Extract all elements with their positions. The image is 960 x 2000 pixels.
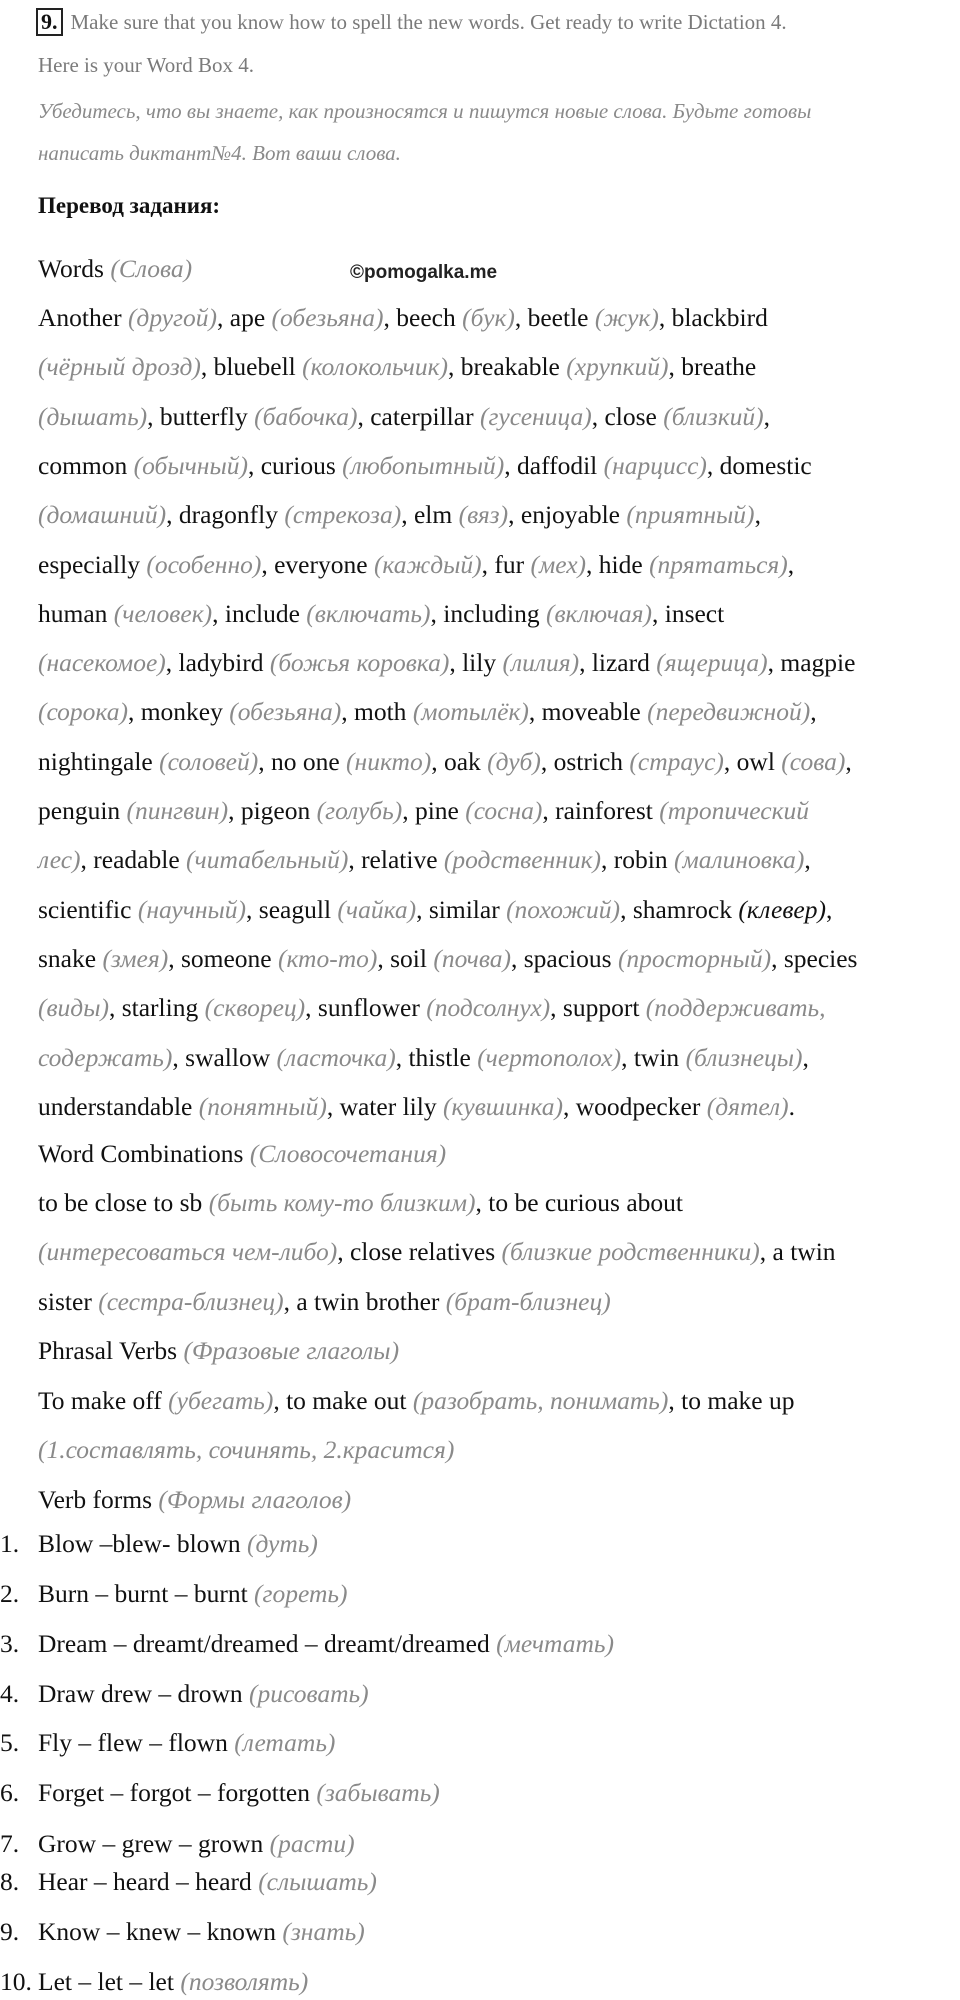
english-text: , <box>763 401 771 431</box>
words-heading-ru: (Слова) <box>110 254 193 283</box>
translation-text: (каждый) <box>373 549 482 579</box>
english-text: , soil <box>377 943 434 973</box>
english-text: , swallow <box>172 1042 277 1072</box>
word-box-line <box>38 1091 795 1123</box>
translation-text: (человек) <box>113 598 213 628</box>
verb-form-item <box>0 1916 365 1948</box>
verb-forms-text: Blow –blew- blown <box>38 1529 247 1558</box>
translation-text: (сова) <box>781 746 846 776</box>
translation-text: (поддерживать, <box>645 993 826 1023</box>
english-text: , <box>810 697 817 727</box>
english-text: , readable <box>80 845 187 875</box>
verb-translation: (летать) <box>234 1728 336 1757</box>
word-box-line <box>38 943 857 975</box>
combos-heading <box>38 1138 446 1170</box>
translation-text: (сосна) <box>465 796 543 825</box>
phrasal-heading-ru: (Фразовые глаголы) <box>183 1336 400 1365</box>
english-text: , shamrock <box>620 894 739 924</box>
translation-text: (пингвин) <box>126 796 229 825</box>
word-box-line <box>38 696 817 728</box>
english-text: , spacious <box>510 943 618 973</box>
english-text: , owl <box>723 746 782 776</box>
english-text: , enjoyable <box>508 500 627 530</box>
english-text: , rainforest <box>542 796 660 825</box>
english-text: especially <box>38 549 147 579</box>
word-box-line <box>38 844 811 876</box>
word-box-line <box>38 499 761 531</box>
verbs-heading <box>38 1484 351 1516</box>
english-text: , dragonfly <box>166 500 285 530</box>
phrasal-heading-en: Phrasal Verbs <box>38 1336 184 1365</box>
translation-text: (приятный) <box>626 500 755 530</box>
verb-translation: (расти) <box>269 1829 355 1858</box>
list-number: 9. <box>0 1917 20 1946</box>
english-text: , beetle <box>514 303 595 332</box>
task-text-line-2: Here is your Word Box 4. <box>38 53 255 77</box>
english-text: , similar <box>416 894 507 924</box>
task-text-ru-2: написать диктант№4. Вот ваши слова. <box>38 141 401 165</box>
english-text: , water lily <box>326 1091 443 1121</box>
translation-text: (скворец) <box>204 993 306 1023</box>
verb-form-item <box>0 1578 347 1610</box>
verb-form-item <box>0 1828 355 1860</box>
english-text: , <box>802 1042 809 1072</box>
translation-text: (включать) <box>306 598 431 628</box>
translation-text: (прятаться) <box>649 549 788 579</box>
translation-text: (подсолнух) <box>426 993 551 1023</box>
verb-form-item <box>0 1628 614 1660</box>
word-combination-line <box>38 1187 683 1219</box>
verb-forms-text: Hear – heard – heard <box>38 1867 259 1896</box>
translation-text: (ласточка) <box>276 1042 396 1072</box>
verb-form-item <box>0 1966 308 1998</box>
translation-text: (домашний) <box>38 500 167 530</box>
word-box-line <box>38 450 812 482</box>
list-number: 4. <box>0 1679 20 1708</box>
english-text: , to make out <box>273 1386 413 1415</box>
verb-form-item <box>0 1528 318 1560</box>
word-box-line <box>38 746 852 778</box>
list-number: 1. <box>0 1529 20 1558</box>
english-text: , support <box>550 993 646 1023</box>
watermark: ©pomogalka.me <box>350 262 498 283</box>
english-text: , no one <box>258 746 347 776</box>
list-number: 7. <box>0 1829 20 1858</box>
translation-text: (чёрный дрозд) <box>38 352 201 382</box>
english-text: , ostrich <box>540 746 630 776</box>
english-text: , curious <box>247 450 343 480</box>
translation-text: (научный) <box>137 894 247 924</box>
english-text: , hide <box>586 549 650 579</box>
english-text: , butterfly <box>147 401 255 431</box>
english-text: , caterpillar <box>357 401 480 431</box>
translation-text: (родственник) <box>443 845 602 875</box>
english-text: , ape <box>217 303 272 332</box>
verbs-heading-en: Verb forms <box>38 1485 159 1514</box>
verb-forms-text: Dream – dreamt/dreamed – dreamt/dreamed <box>38 1629 497 1658</box>
translation-text: (тропический <box>659 796 810 825</box>
verb-translation: (дуть) <box>246 1529 318 1558</box>
translation-text: (чайка) <box>337 894 417 924</box>
list-number: 3. <box>0 1629 20 1658</box>
english-text: , close <box>591 401 664 431</box>
task-number: 9. <box>36 8 63 36</box>
english-text: , ladybird <box>165 648 270 678</box>
english-text: , species <box>771 943 858 973</box>
english-text: , to make up <box>668 1386 795 1415</box>
english-text: , fur <box>481 549 531 579</box>
verb-translation: (забывать) <box>316 1778 440 1807</box>
translation-text: (близкие родственники) <box>501 1237 760 1267</box>
verb-translation: (гореть) <box>254 1579 348 1608</box>
english-text: , moveable <box>528 697 648 727</box>
translation-text: (соловей) <box>159 746 259 776</box>
english-text: , oak <box>431 746 488 776</box>
verb-form-item <box>0 1678 369 1710</box>
word-box-line <box>38 795 809 827</box>
english-text: , including <box>430 598 546 628</box>
translation-text: (хрупкий) <box>566 352 669 382</box>
english-text: , pine <box>402 796 466 825</box>
english-text: , everyone <box>261 549 374 579</box>
translation-text: (сестра-близнец) <box>98 1286 284 1316</box>
translation-text: (бук) <box>462 303 515 332</box>
translation-text: (1.составлять, сочинять, 2.красится) <box>38 1435 455 1465</box>
english-text: , include <box>212 598 307 628</box>
word-box-line <box>38 894 832 926</box>
english-text: , monkey <box>127 697 230 727</box>
english-text: penguin <box>38 796 127 825</box>
english-text: , domestic <box>706 450 812 480</box>
verbs-heading-ru: (Формы глаголов) <box>158 1485 352 1514</box>
english-text: , <box>787 549 795 579</box>
translation-heading: Перевод задания: <box>38 193 221 218</box>
translation-text: (почва) <box>433 943 511 973</box>
english-text: , robin <box>601 845 674 875</box>
translation-text: (просторный) <box>617 943 772 973</box>
english-text: , close relatives <box>337 1237 502 1267</box>
translation-text: (особенно) <box>146 549 262 579</box>
english-text: , a twin <box>759 1237 836 1267</box>
word-box-line <box>38 992 826 1024</box>
english-text: , <box>845 746 852 776</box>
translation-text: (убегать) <box>168 1386 274 1415</box>
translation-text: (сорока) <box>38 697 128 727</box>
translation-text: лес) <box>38 845 81 875</box>
translation-text: (вяз) <box>458 500 509 530</box>
translation-text: (другой) <box>127 303 218 332</box>
translation-text: (никто) <box>346 746 432 776</box>
english-text: , breathe <box>668 352 757 382</box>
translation-text: (обычный) <box>133 450 248 480</box>
english-text: , to be curious about <box>475 1188 683 1217</box>
word-box-line <box>38 598 724 630</box>
phrasal-heading <box>38 1335 399 1367</box>
english-text: , <box>804 845 811 875</box>
list-number: 8. <box>0 1867 20 1896</box>
verb-forms-text: Draw drew – drown <box>38 1679 250 1708</box>
english-text: , blackbird <box>658 303 768 332</box>
translation-text: (брат-близнец) <box>445 1286 611 1316</box>
word-box-line <box>38 302 768 334</box>
phrasal-verb-line <box>38 1434 454 1466</box>
english-text: , lily <box>449 648 503 678</box>
translation-text: (обезьяна) <box>229 697 342 727</box>
verb-form-item <box>0 1727 335 1759</box>
translation-text: (разобрать, понимать) <box>412 1386 669 1415</box>
list-number: 6. <box>0 1778 20 1807</box>
english-text: understandable <box>38 1091 199 1121</box>
verb-translation: (рисовать) <box>249 1679 369 1708</box>
translation-text: (понятный) <box>198 1091 327 1121</box>
verb-form-item <box>0 1777 440 1809</box>
list-number: 10. <box>0 1967 32 1996</box>
translation-text: (чертополох) <box>477 1042 622 1072</box>
english-text: , someone <box>168 943 278 973</box>
english-text: , beech <box>383 303 463 332</box>
english-text: To make off <box>38 1386 169 1415</box>
translation-text: (обезьяна) <box>271 303 384 332</box>
english-text: , relative <box>348 845 444 875</box>
translation-text: (включая) <box>545 598 652 628</box>
translation-text: (голубь) <box>316 796 403 825</box>
combos-heading-ru: (Словосочетания) <box>249 1139 447 1168</box>
translation-text: (мех) <box>530 549 587 579</box>
english-text: , magpie <box>767 648 856 678</box>
translation-text: (лилия) <box>502 648 580 678</box>
word-box-line <box>38 549 794 581</box>
translation-text: (близкий) <box>663 401 764 431</box>
translation-text: (гусеница) <box>479 401 592 431</box>
english-text: . <box>788 1091 796 1121</box>
translation-text: (кувшинка) <box>442 1091 563 1121</box>
word-combination-line <box>38 1286 611 1318</box>
translation-text: (насекомое) <box>38 648 166 678</box>
english-text: , insect <box>651 598 725 628</box>
english-text: , daffodil <box>504 450 604 480</box>
translation-text: (колокольчик) <box>302 352 449 382</box>
task-text-line-1 <box>38 6 787 38</box>
english-text: , a twin brother <box>283 1286 446 1316</box>
verb-translation: (мечтать) <box>496 1629 614 1658</box>
translation-text: (быть кому-то близким) <box>208 1188 476 1217</box>
english-text: , moth <box>341 697 413 727</box>
translation-text: (дуб) <box>487 746 541 776</box>
english-text: , <box>754 500 761 530</box>
verb-form-item <box>0 1866 377 1898</box>
translation-text: (кто-то) <box>277 943 378 973</box>
translation-text: (божья коровка) <box>269 648 450 678</box>
translation-text: (близнецы) <box>685 1042 803 1072</box>
translation-text: (дышать) <box>38 401 148 431</box>
combos-heading-en: Word Combinations <box>38 1139 250 1168</box>
verb-forms-text: Let – let – let <box>38 1967 181 1996</box>
english-text: , seagull <box>246 894 338 924</box>
english-text: , elm <box>401 500 459 530</box>
words-heading-en: Words <box>38 254 104 283</box>
task-text-ru-1: Убедитесь, что вы знаете, как произносятся и пишутся новые слова. Будьте готовы <box>38 99 812 123</box>
english-text: , pigeon <box>228 796 317 825</box>
task-text-en-1: Make sure that you know how to spell the new words. Get ready to write Dictation 4. <box>70 10 787 34</box>
translation-text: (похожий) <box>506 894 621 924</box>
verb-forms-text: Burn – burnt – burnt <box>38 1579 255 1608</box>
verb-translation: (позволять) <box>180 1967 309 1996</box>
word-box-line <box>38 351 756 383</box>
english-text: , starling <box>108 993 205 1023</box>
translation-text: содержать) <box>38 1042 173 1072</box>
translation-text: (мотылёк) <box>412 697 529 727</box>
list-number: 5. <box>0 1728 20 1757</box>
english-text: human <box>38 598 114 628</box>
translation-text: (малиновка) <box>674 845 805 875</box>
word-box-line <box>38 401 770 433</box>
verb-translation: (слышать) <box>258 1867 377 1896</box>
english-text: snake <box>38 943 103 973</box>
translation-text: (бабочка) <box>254 401 358 431</box>
translation-text: (змея) <box>102 943 169 973</box>
translation-text: (жук) <box>594 303 659 332</box>
translation-text: (дятел) <box>706 1091 789 1121</box>
english-text: nightingale <box>38 746 160 776</box>
words-heading <box>38 253 192 285</box>
english-text: to be close to sb <box>38 1188 209 1217</box>
translation-text: (клевер) <box>738 894 826 924</box>
english-text: , <box>825 894 833 924</box>
translation-text: (читабельный) <box>186 845 349 875</box>
verb-forms-text: Know – knew – known <box>38 1917 283 1946</box>
list-number: 2. <box>0 1579 20 1608</box>
verb-translation: (знать) <box>282 1917 365 1946</box>
translation-text: (страус) <box>629 746 724 776</box>
verb-forms-text: Fly – flew – flown <box>38 1728 235 1757</box>
translation-text: (нарцисс) <box>603 450 707 480</box>
english-text: , breakable <box>448 352 567 382</box>
translation-text: (стрекоза) <box>284 500 402 530</box>
english-text: , thistle <box>395 1042 478 1072</box>
translation-text: (передвижной) <box>647 697 811 727</box>
english-text: , twin <box>621 1042 686 1072</box>
english-text: , lizard <box>579 648 657 678</box>
english-text: , sunflower <box>305 993 427 1023</box>
english-text: , woodpecker <box>562 1091 707 1121</box>
english-text: scientific <box>38 894 138 924</box>
translation-text: (ящерица) <box>656 648 768 678</box>
english-text: , bluebell <box>200 352 303 382</box>
word-combination-line <box>38 1236 836 1268</box>
translation-text: (интересоваться чем-либо) <box>38 1237 338 1267</box>
word-box-line <box>38 1042 809 1074</box>
english-text: sister <box>38 1286 99 1316</box>
word-box-line <box>38 647 855 679</box>
phrasal-verb-line <box>38 1385 794 1417</box>
translation-text: (виды) <box>38 993 109 1023</box>
verb-forms-text: Grow – grew – grown <box>38 1829 270 1858</box>
english-text: Another <box>38 303 128 332</box>
translation-text: (любопытный) <box>342 450 505 480</box>
english-text: common <box>38 450 134 480</box>
verb-forms-text: Forget – forgot – forgotten <box>38 1778 317 1807</box>
